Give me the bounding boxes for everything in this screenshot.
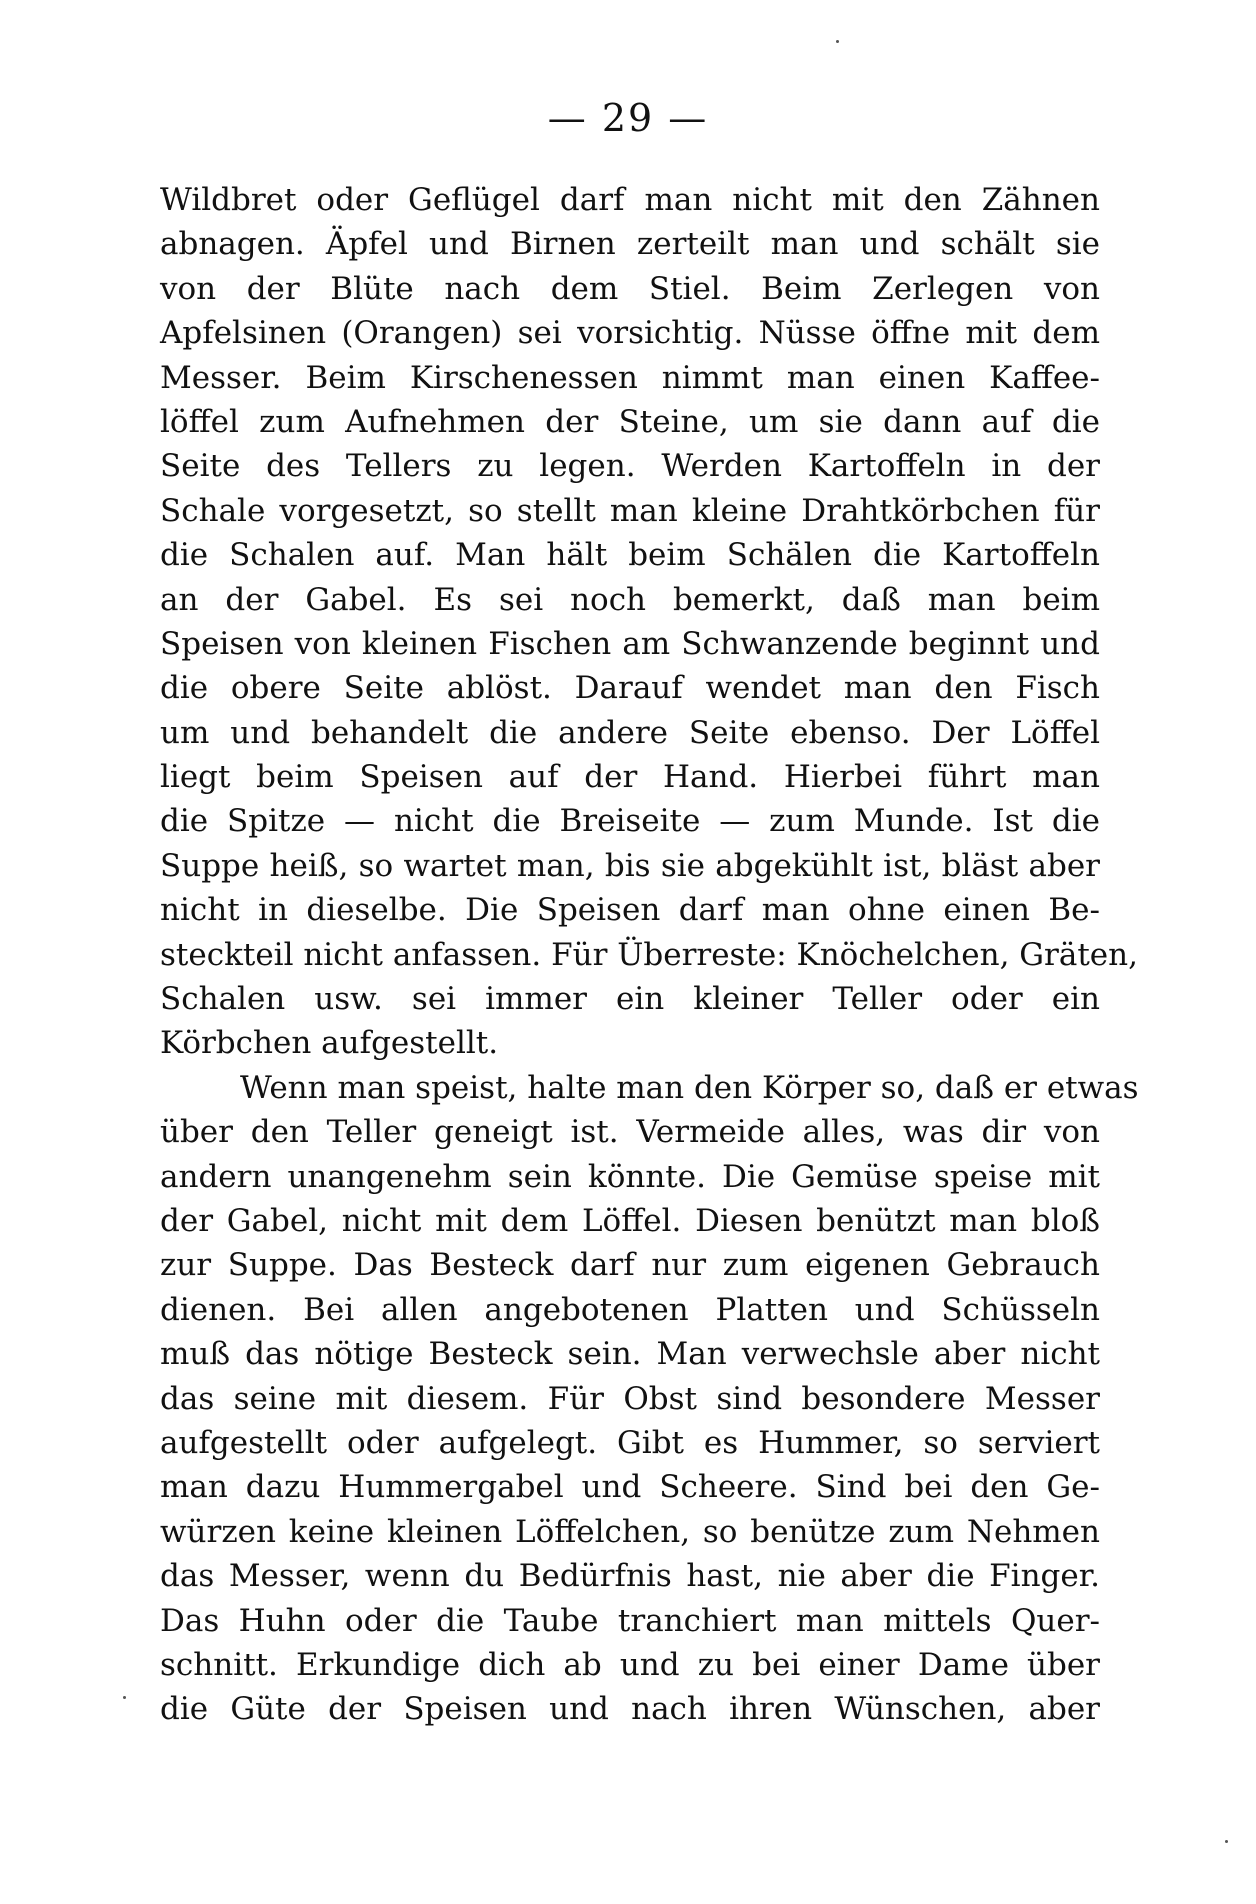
text-line: an der Gabel. Es sei noch bemerkt, daß man beim (160, 581, 1100, 618)
text-line: das seine mit diesem. Für Obst sind besondere Messer (160, 1380, 1100, 1417)
text-line: man dazu Hummergabel und Scheere. Sind bei den Ge- (160, 1469, 1100, 1506)
text-line: nicht in dieselbe. Die Speisen darf man ohne einen Be- (160, 892, 1100, 929)
text-line: schnitt. Erkundige dich ab und zu bei einer Dame über (160, 1646, 1100, 1683)
text-line: um und behandelt die andere Seite ebenso. Der Löffel (160, 714, 1100, 751)
text-line: dienen. Bei allen angebotenen Platten und Schüsseln (160, 1291, 1100, 1328)
text-line: liegt beim Speisen auf der Hand. Hierbei führt man (160, 759, 1100, 796)
paper-speck (123, 1696, 126, 1699)
text-line: Apfelsinen (Orangen) sei vorsichtig. Nüsse öffne mit dem (160, 315, 1100, 352)
text-line: andern unangenehm sein könnte. Die Gemüse speise mit (160, 1158, 1100, 1195)
text-line: von der Blüte nach dem Stiel. Beim Zerlegen von (160, 270, 1100, 307)
text-line: steckteil nicht anfassen. Für Überreste: Knöchelchen, Gräten, (160, 936, 1138, 973)
text-line: würzen keine kleinen Löffelchen, so benütze zum Nehmen (160, 1513, 1100, 1550)
text-line: Wildbret oder Geflügel darf man nicht mit den Zähnen (160, 182, 1100, 218)
text-line: muß das nötige Besteck sein. Man verwechsle aber nicht (160, 1336, 1100, 1373)
text-line: über den Teller geneigt ist. Vermeide alles, was dir von (160, 1114, 1100, 1151)
paper-speck (1225, 1840, 1228, 1843)
text-line: Wenn man speist, halte man den Körper so, daß er etwas (240, 1069, 1139, 1106)
text-line: die Schalen auf. Man hält beim Schälen die Kartoffeln (160, 537, 1100, 574)
text-line: Seite des Tellers zu legen. Werden Kartoffeln in der (160, 448, 1100, 485)
text-line: Suppe heiß, so wartet man, bis sie abgekühlt ist, bläst aber (160, 847, 1100, 884)
text-line: Das Huhn oder die Taube tranchiert man mittels Quer- (160, 1602, 1100, 1639)
text-line: löffel zum Aufnehmen der Steine, um sie dann auf die (160, 403, 1100, 440)
text-line: das Messer, wenn du Bedürfnis hast, nie aber die Finger. (160, 1558, 1100, 1595)
text-line: Schalen usw. sei immer ein kleiner Teller oder ein (160, 981, 1100, 1018)
text-line: Körbchen aufgestellt. (160, 1025, 499, 1062)
text-line: zur Suppe. Das Besteck darf nur zum eigenen Gebrauch (160, 1247, 1100, 1284)
body-text (160, 178, 1139, 1732)
text-line: abnagen. Äpfel und Birnen zerteilt man und schält sie (160, 226, 1100, 263)
text-line: Speisen von kleinen Fischen am Schwanzende beginnt und (160, 625, 1100, 662)
text-line: die obere Seite ablöst. Darauf wendet man den Fisch (160, 670, 1100, 707)
text-line: Schale vorgesetzt, so stellt man kleine Drahtkörbchen für (160, 492, 1100, 529)
paper-speck (836, 40, 839, 43)
text-line: Messer. Beim Kirschenessen nimmt man einen Kaffee- (160, 359, 1100, 396)
page-number: — 29 — (547, 96, 709, 140)
text-line: die Güte der Speisen und nach ihren Wünschen, aber (160, 1691, 1100, 1728)
text-line: die Spitze — nicht die Breiseite — zum Munde. Ist die (160, 803, 1100, 840)
text-line: der Gabel, nicht mit dem Löffel. Diesen benützt man bloß (160, 1202, 1100, 1239)
text-line: aufgestellt oder aufgelegt. Gibt es Hummer, so serviert (160, 1424, 1100, 1461)
